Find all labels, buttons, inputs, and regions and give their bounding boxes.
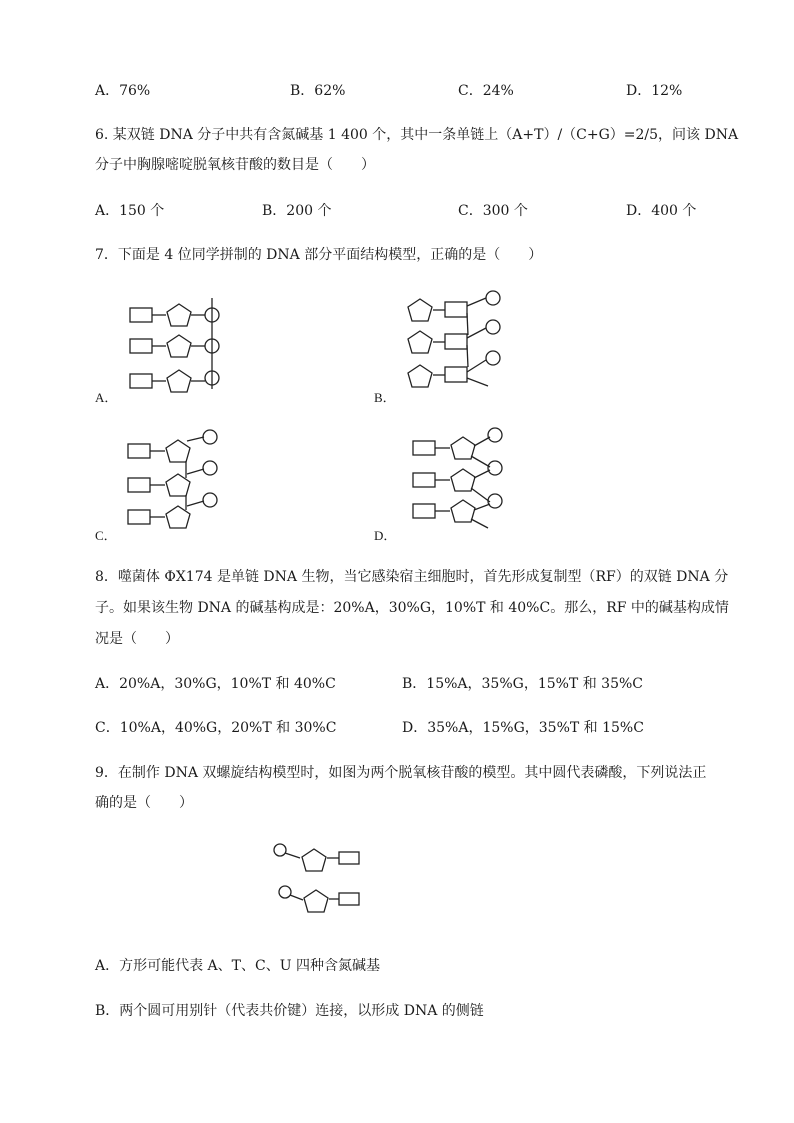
q5-option-c: C．24% [458,83,514,99]
q8-option-d: D．35%A，15%G，35%T 和 15%C [402,720,644,736]
q8-stem-line3: 况是（ ） [95,631,179,647]
q7-label-a: A． [95,390,118,405]
q5-option-d: D．12% [626,83,683,99]
q6-stem-line2: 分子中胸腺嘧啶脱氧核苷酸的数目是（ ） [95,157,375,173]
q6-option-d: D．400 个 [626,203,697,219]
q8-option-c: C．10%A，40%G，20%T 和 30%C [95,720,337,736]
q7-label-d: D． [374,528,397,543]
q8-option-b: B．15%A，35%G，15%T 和 35%C [402,676,644,692]
q6-stem-line1: 6. 某双链 DNA 分子中共有含氮碱基 1 400 个，其中一条单链上（A+T）/（C+G）=2/5，问该 DNA [95,127,739,143]
q9-option-b: B．两个圆可用别针（代表共价键）连接，以形成 DNA 的侧链 [95,1003,484,1019]
q8-option-a: A．20%A，30%G，10%T 和 40%C [95,676,336,692]
q7-label-b: B． [374,390,396,405]
q6-option-a: A．150 个 [95,203,165,219]
q8-stem-line2: 子。如果该生物 DNA 的碱基构成是：20%A，30%G，10%T 和 40%C。那么，RF 中的碱基构成情 [95,600,729,616]
q9-stem-line2: 确的是（ ） [95,795,193,811]
q8-stem-line1: 8．噬菌体 ΦX174 是单链 DNA 生物，当它感染宿主细胞时，首先形成复制型（RF）的双链 DNA 分 [95,569,729,585]
q7-stem: 7．下面是 4 位同学拼制的 DNA 部分平面结构模型，正确的是（ ） [95,247,543,263]
q5-option-b: B．62% [290,83,346,99]
q6-option-b: B．200 个 [262,203,332,219]
q5-option-a: A．76% [95,83,151,99]
q9-stem-line1: 9．在制作 DNA 双螺旋结构模型时，如图为两个脱氧核苷酸的模型。其中圆代表磷酸，下列说法正 [95,765,707,781]
q6-option-c: C．300 个 [458,203,528,219]
q9-option-a: A．方形可能代表 A、T、C、U 四种含氮碱基 [95,958,380,974]
q7-label-c: C． [95,528,117,543]
